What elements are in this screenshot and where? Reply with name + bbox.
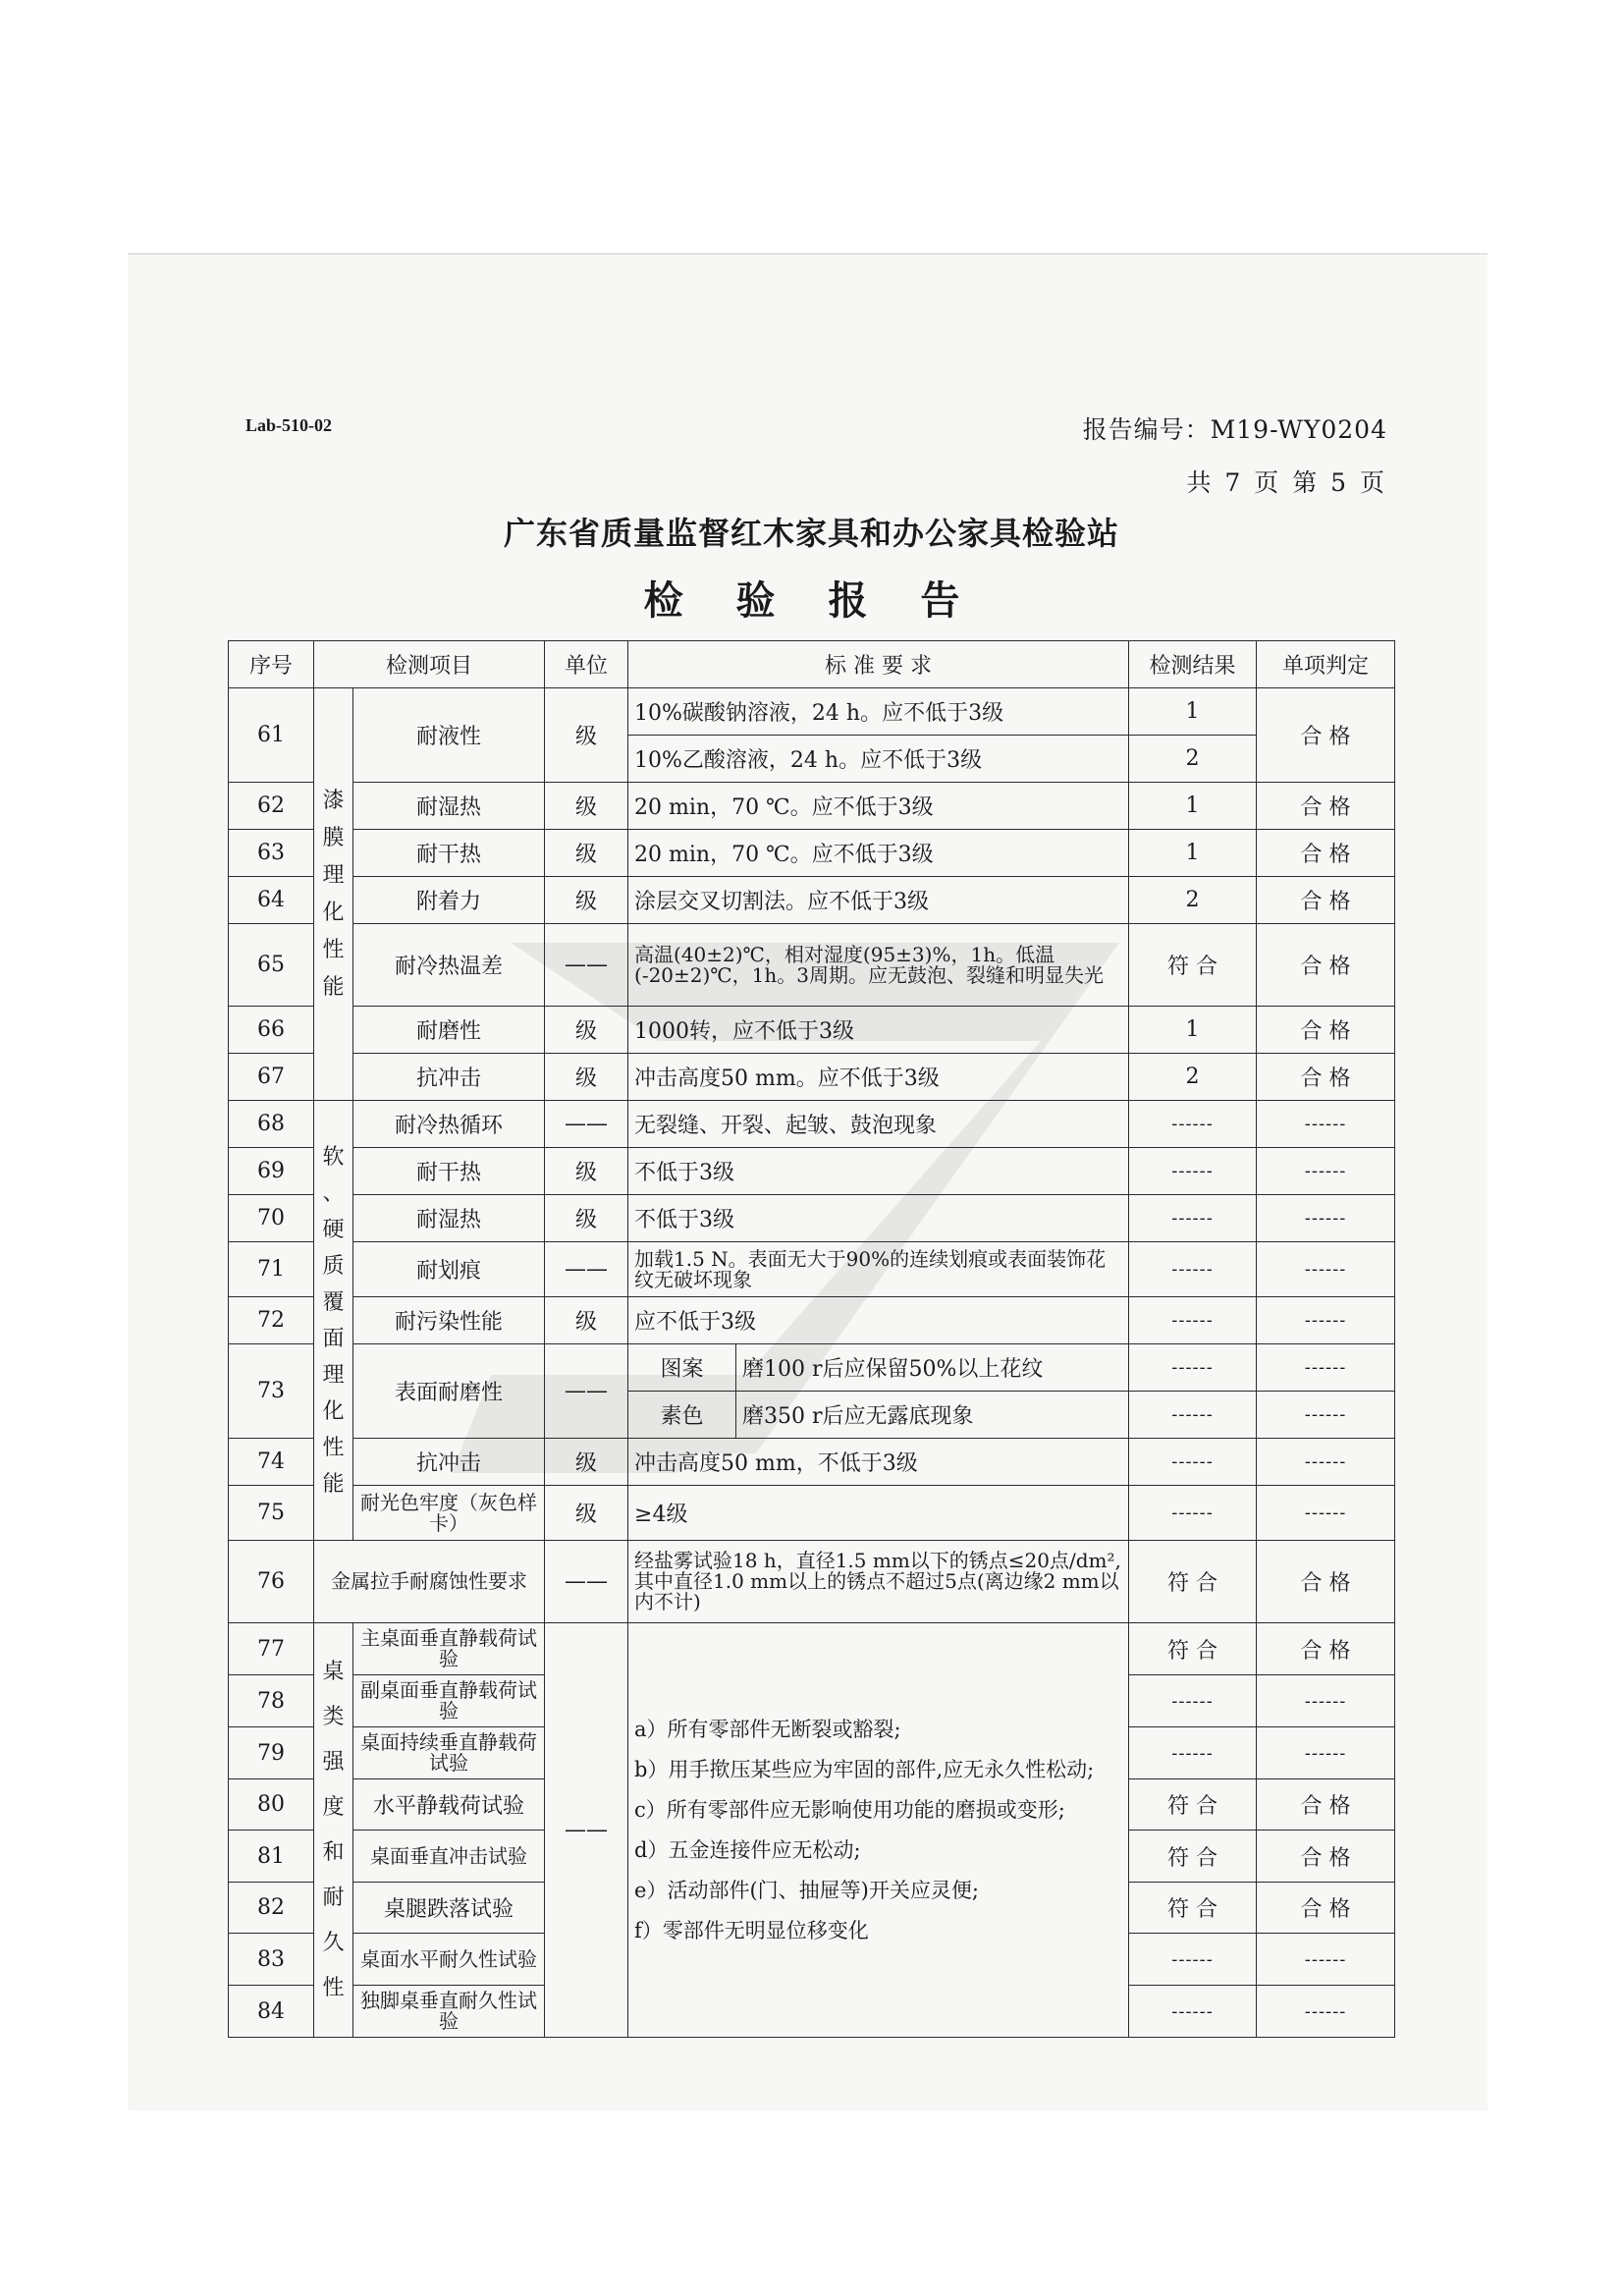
result: 1 (1129, 783, 1257, 830)
result: ------ (1129, 1392, 1257, 1439)
desk-requirements (628, 1623, 1129, 2038)
table-row (229, 830, 1395, 877)
group-label-desk (314, 1623, 353, 2038)
unit: 级 (545, 830, 628, 877)
result: ------ (1129, 1148, 1257, 1195)
unit: 级 (545, 688, 628, 783)
table-row (229, 1148, 1395, 1195)
row-no: 62 (229, 783, 314, 830)
row-no: 78 (229, 1675, 314, 1727)
row-no: 79 (229, 1727, 314, 1779)
judgement: 合 格 (1257, 1779, 1395, 1831)
group-char: 性 (322, 1975, 345, 2000)
row-no: 70 (229, 1195, 314, 1242)
requirement: 磨100 r后应保留50%以上花纹 (736, 1344, 1129, 1392)
test-item: 抗冲击 (353, 1439, 545, 1486)
inspection-table (228, 640, 1395, 2038)
table-row (229, 783, 1395, 830)
document-title: 检 验 报 告 (643, 578, 980, 624)
table-header-row (229, 641, 1395, 688)
requirement: 10%乙酸溶液，24 h。应不低于3级 (628, 736, 1129, 783)
judgement: 合 格 (1257, 1054, 1395, 1101)
col-header-item: 检测项目 (314, 641, 545, 688)
group-label-surface (314, 1101, 353, 1541)
test-item: 抗冲击 (353, 1054, 545, 1101)
group-char: 类 (322, 1704, 345, 1729)
group-char: 膜 (322, 825, 345, 850)
organization-title: 广东省质量监督红木家具和办公家具检验站 (503, 515, 1119, 552)
result: ------ (1129, 1242, 1257, 1297)
test-item: 水平静载荷试验 (353, 1779, 545, 1831)
requirement-line: a）所有零部件无断裂或豁裂; (634, 1717, 901, 1741)
test-item: 独脚桌垂直耐久性试验 (353, 1986, 545, 2038)
row-no: 68 (229, 1101, 314, 1148)
result: 符 合 (1129, 1623, 1257, 1675)
group-char: 理 (322, 862, 345, 888)
result: 符 合 (1129, 1541, 1257, 1623)
group-char: 质 (322, 1253, 345, 1279)
result: 2 (1129, 877, 1257, 924)
requirement-line: b）用手揿压某些应为牢固的部件,应无永久性松动; (634, 1757, 1095, 1781)
judgement: 合 格 (1257, 1883, 1395, 1934)
unit: —— (545, 924, 628, 1007)
requirement: 无裂缝、开裂、起皱、鼓泡现象 (628, 1101, 1129, 1148)
row-no: 84 (229, 1986, 314, 2038)
unit: 级 (545, 783, 628, 830)
row-no: 71 (229, 1242, 314, 1297)
group-char: 漆 (322, 788, 345, 813)
requirement: 冲击高度50 mm，不低于3级 (628, 1439, 1129, 1486)
result: ------ (1129, 1675, 1257, 1727)
requirement: 20 min，70 ℃。应不低于3级 (628, 783, 1129, 830)
row-no: 75 (229, 1486, 314, 1541)
requirement: 涂层交叉切割法。应不低于3级 (628, 877, 1129, 924)
row-no: 61 (229, 688, 314, 783)
test-item: 主桌面垂直静载荷试验 (353, 1623, 545, 1675)
judgement: ------ (1257, 1242, 1395, 1297)
unit: —— (545, 1101, 628, 1148)
group-char: 能 (322, 1471, 345, 1497)
col-header-result: 检测结果 (1129, 641, 1257, 688)
requirement: 应不低于3级 (628, 1297, 1129, 1344)
report-number: 报告编号：M19-WY0204 (1082, 415, 1387, 444)
col-header-judgement: 单项判定 (1257, 641, 1395, 688)
group-char: 面 (322, 1326, 345, 1351)
judgement: ------ (1257, 1439, 1395, 1486)
judgement: ------ (1257, 1486, 1395, 1541)
judgement: 合 格 (1257, 1623, 1395, 1675)
group-char: 久 (322, 1930, 345, 1955)
table-row (229, 1439, 1395, 1486)
requirement: 高温(40±2)℃，相对湿度(95±3)%，1h。低温(-20±2)℃，1h。3周期。应无鼓泡、裂缝和明显失光 (628, 924, 1129, 1007)
row-no: 77 (229, 1623, 314, 1675)
test-item: 附着力 (353, 877, 545, 924)
unit: 级 (545, 1148, 628, 1195)
requirement: 加载1.5 N。表面无大于90%的连续划痕或表面装饰花纹无破坏现象 (628, 1242, 1129, 1297)
judgement: 合 格 (1257, 830, 1395, 877)
test-item: 耐划痕 (353, 1242, 545, 1297)
requirement-line: d）五金连接件应无松动; (634, 1837, 861, 1862)
test-item: 桌面水平耐久性试验 (353, 1934, 545, 1986)
judgement: 合 格 (1257, 1541, 1395, 1623)
unit: 级 (545, 1054, 628, 1101)
row-no: 65 (229, 924, 314, 1007)
group-char: 能 (322, 974, 345, 1000)
row-no: 73 (229, 1344, 314, 1439)
row-no: 74 (229, 1439, 314, 1486)
test-item: 表面耐磨性 (353, 1344, 545, 1439)
sub-item: 图案 (628, 1344, 736, 1392)
judgement: 合 格 (1257, 1831, 1395, 1883)
result: 符 合 (1129, 924, 1257, 1007)
group-char: 耐 (322, 1885, 345, 1910)
col-header-unit: 单位 (545, 641, 628, 688)
row-no: 66 (229, 1007, 314, 1054)
judgement: ------ (1257, 1727, 1395, 1779)
group-char: 覆 (322, 1289, 345, 1315)
unit: —— (545, 1623, 628, 2038)
result: ------ (1129, 1934, 1257, 1986)
table-row (229, 1242, 1395, 1297)
row-no: 83 (229, 1934, 314, 1986)
judgement: ------ (1257, 1986, 1395, 2038)
result: ------ (1129, 1195, 1257, 1242)
result: 符 合 (1129, 1831, 1257, 1883)
sub-item: 素色 (628, 1392, 736, 1439)
test-item: 耐冷热温差 (353, 924, 545, 1007)
requirement: 10%碳酸钠溶液，24 h。应不低于3级 (628, 688, 1129, 736)
result: 1 (1129, 1007, 1257, 1054)
row-no: 69 (229, 1148, 314, 1195)
row-no: 80 (229, 1779, 314, 1831)
group-char: 强 (322, 1749, 345, 1775)
result: ------ (1129, 1101, 1257, 1148)
group-char: 和 (322, 1839, 345, 1865)
result: 2 (1129, 1054, 1257, 1101)
row-no: 63 (229, 830, 314, 877)
unit: 级 (545, 1297, 628, 1344)
judgement: ------ (1257, 1148, 1395, 1195)
judgement: 合 格 (1257, 924, 1395, 1007)
group-char: 性 (322, 1435, 345, 1460)
judgement: ------ (1257, 1934, 1395, 1986)
judgement: 合 格 (1257, 688, 1395, 783)
row-no: 81 (229, 1831, 314, 1883)
group-char: 化 (322, 900, 345, 925)
table-row (229, 924, 1395, 1007)
page-info: 共 7 页 第 5 页 (1186, 468, 1387, 497)
col-header-no: 序号 (229, 641, 314, 688)
requirement: 冲击高度50 mm。应不低于3级 (628, 1054, 1129, 1101)
test-item: 耐光色牢度（灰色样卡） (353, 1486, 545, 1541)
requirement-line: c）所有零部件应无影响使用功能的磨损或变形; (634, 1797, 1065, 1822)
unit: 级 (545, 877, 628, 924)
result: ------ (1129, 1344, 1257, 1392)
judgement: 合 格 (1257, 1007, 1395, 1054)
row-no: 64 (229, 877, 314, 924)
result: 1 (1129, 830, 1257, 877)
table-row (229, 1297, 1395, 1344)
test-item: 耐湿热 (353, 1195, 545, 1242)
group-char: 度 (322, 1794, 345, 1820)
group-char: 化 (322, 1398, 345, 1424)
test-item: 桌面垂直冲击试验 (353, 1831, 545, 1883)
table-row (229, 1101, 1395, 1148)
judgement: ------ (1257, 1101, 1395, 1148)
result: 2 (1129, 736, 1257, 783)
test-item: 耐液性 (353, 688, 545, 783)
test-item: 耐磨性 (353, 1007, 545, 1054)
col-header-requirement: 标 准 要 求 (628, 641, 1129, 688)
table-row (229, 1541, 1395, 1623)
requirement: 磨350 r后应无露底现象 (736, 1392, 1129, 1439)
unit: —— (545, 1242, 628, 1297)
unit: —— (545, 1541, 628, 1623)
judgement: ------ (1257, 1297, 1395, 1344)
test-item: 耐干热 (353, 1148, 545, 1195)
judgement: ------ (1257, 1195, 1395, 1242)
row-no: 72 (229, 1297, 314, 1344)
table-row (229, 877, 1395, 924)
unit: 级 (545, 1486, 628, 1541)
result: ------ (1129, 1439, 1257, 1486)
result: 符 合 (1129, 1779, 1257, 1831)
result: 符 合 (1129, 1883, 1257, 1934)
requirement: 经盐雾试验18 h，直径1.5 mm以下的锈点≤20点/dm²,其中直径1.0 mm以上的锈点不超过5点(离边缘2 mm以内不计) (628, 1541, 1129, 1623)
table-row (229, 1344, 1395, 1392)
unit: 级 (545, 1195, 628, 1242)
result: ------ (1129, 1727, 1257, 1779)
unit: —— (545, 1344, 628, 1439)
requirement: 不低于3级 (628, 1195, 1129, 1242)
requirement-line: f）零部件无明显位移变化 (634, 1918, 869, 1942)
requirement: 不低于3级 (628, 1148, 1129, 1195)
result: ------ (1129, 1986, 1257, 2038)
result: ------ (1129, 1486, 1257, 1541)
test-item: 桌面持续垂直静载荷试验 (353, 1727, 545, 1779)
group-char: 、 (322, 1180, 345, 1206)
table-row (229, 1195, 1395, 1242)
judgement: 合 格 (1257, 877, 1395, 924)
test-item: 耐湿热 (353, 783, 545, 830)
judgement: ------ (1257, 1392, 1395, 1439)
group-char: 桌 (322, 1659, 345, 1684)
group-char: 软 (322, 1144, 345, 1170)
table-row (229, 1486, 1395, 1541)
row-no: 82 (229, 1883, 314, 1934)
group-char: 硬 (322, 1217, 345, 1242)
table-row (229, 1054, 1395, 1101)
test-item: 桌腿跌落试验 (353, 1883, 545, 1934)
unit: 级 (545, 1007, 628, 1054)
test-item: 耐污染性能 (353, 1297, 545, 1344)
table-row (229, 1623, 1395, 1675)
result: ------ (1129, 1297, 1257, 1344)
test-item: 耐干热 (353, 830, 545, 877)
unit: 级 (545, 1439, 628, 1486)
result: 1 (1129, 688, 1257, 736)
table-row (229, 688, 1395, 736)
row-no: 76 (229, 1541, 314, 1623)
requirement: 20 min，70 ℃。应不低于3级 (628, 830, 1129, 877)
group-label-paint (314, 688, 353, 1101)
test-item: 耐冷热循环 (353, 1101, 545, 1148)
judgement: ------ (1257, 1675, 1395, 1727)
group-char: 理 (322, 1362, 345, 1388)
test-item: 金属拉手耐腐蚀性要求 (314, 1541, 545, 1623)
requirement: 1000转，应不低于3级 (628, 1007, 1129, 1054)
judgement: ------ (1257, 1344, 1395, 1392)
test-item: 副桌面垂直静载荷试验 (353, 1675, 545, 1727)
table-row (229, 1007, 1395, 1054)
group-char: 性 (322, 937, 345, 962)
requirement-line: e）活动部件(门、抽屉等)开关应灵便; (634, 1878, 979, 1902)
form-code: Lab-510-02 (245, 415, 333, 435)
judgement: 合 格 (1257, 783, 1395, 830)
row-no: 67 (229, 1054, 314, 1101)
requirement: ≥4级 (628, 1486, 1129, 1541)
